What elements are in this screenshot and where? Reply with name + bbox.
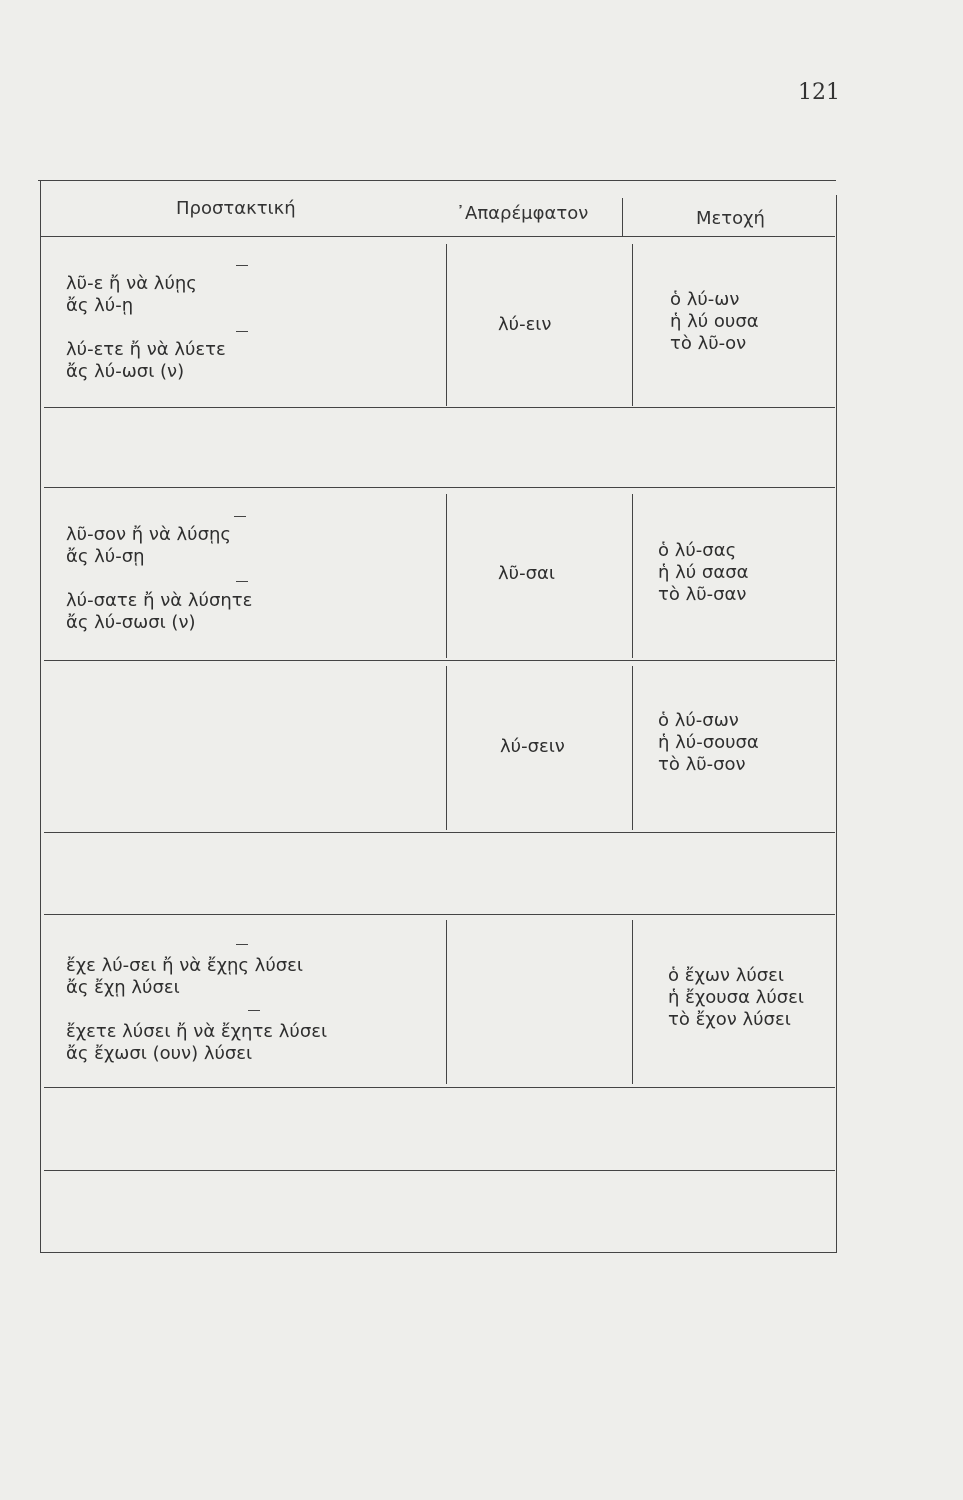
row-rule [44,914,835,915]
column-rule [446,244,447,406]
form-line: ὁ λύ-ων [670,289,740,310]
column-rule [446,666,447,830]
form-line: τὸ λῦ-σον [658,754,746,775]
row-rule [44,487,835,488]
imperative-cell [66,955,327,1065]
participle-cell [658,710,759,776]
form-line: ἔχετε λύσει ἤ νὰ ἔχητε λύσει [66,1021,328,1042]
long-vowel-mark [236,265,248,266]
form-line: ἡ λύ ουσα [670,311,759,332]
row-rule [44,1087,835,1088]
form-line: ἄς λύ-ωσι (ν) [66,361,185,382]
infinitive-cell: λῦ-σαι [498,563,555,584]
imperative-cell [66,524,252,634]
row-rule [44,407,835,408]
header-infinitive: ᾿Απαρέμφατον [456,203,589,224]
form-line: ὁ ἔχων λύσει [668,965,785,986]
form-line: ἡ λύ-σουσα [658,732,759,753]
form-line: ἄς λύ-ῃ [66,295,134,316]
column-rule [632,920,633,1084]
long-vowel-mark [236,331,248,332]
column-rule [632,666,633,830]
participle-cell [668,965,804,1031]
long-vowel-mark [236,944,248,945]
column-rule [446,494,447,658]
form-line: τὸ ἔχον λύσει [668,1009,791,1030]
infinitive-cell: λύ-σειν [500,736,565,757]
form-line: ὁ λύ-σας [658,540,737,561]
column-rule [632,494,633,658]
form-line: ἔχε λύ-σει ἤ νὰ ἔχῃς λύσει [66,955,303,976]
form-line: ἡ λύ σασα [658,562,749,583]
column-rule [446,920,447,1084]
participle-cell [658,540,748,606]
imperative-cell [66,273,226,383]
form-line: ἡ ἔχουσα λύσει [668,987,804,1008]
header-bottom-rule [40,236,835,237]
long-vowel-mark [234,516,246,517]
form-line: λῦ-ε ἤ νὰ λύῃς [66,273,197,294]
form-line: λῦ-σον ἤ νὰ λύσῃς [66,524,231,545]
page-number: 121 [798,80,840,105]
row-rule [44,660,835,661]
form-line: ἄς λύ-σωσι (ν) [66,612,196,633]
form-line: λύ-ετε ἤ νὰ λύετε [66,339,226,360]
form-line: ἄς ἔχωσι (ουν) λύσει [66,1043,253,1064]
form-line: ὁ λύ-σων [658,710,739,731]
form-line: ἄς ἔχῃ λύσει [66,977,180,998]
table-bottom-rule [40,1252,837,1253]
infinitive-cell: λύ-ειν [498,314,552,335]
column-rule [632,244,633,406]
form-line: λύ-σατε ἤ νὰ λύσητε [66,590,253,611]
row-rule [44,832,835,833]
row-rule [44,1170,835,1171]
header-participle: Μετοχή [696,208,765,229]
participle-cell [670,289,759,355]
form-line: τὸ λῦ-σαν [658,584,747,605]
table-left-rule [40,180,41,1252]
form-line: τὸ λῦ-ον [670,333,747,354]
column-rule [622,198,623,236]
table-top-rule [38,180,836,181]
table-right-rule [836,195,837,1252]
form-line: ἄς λύ-σῃ [66,546,145,567]
header-imperative: Προστακτική [176,198,296,219]
